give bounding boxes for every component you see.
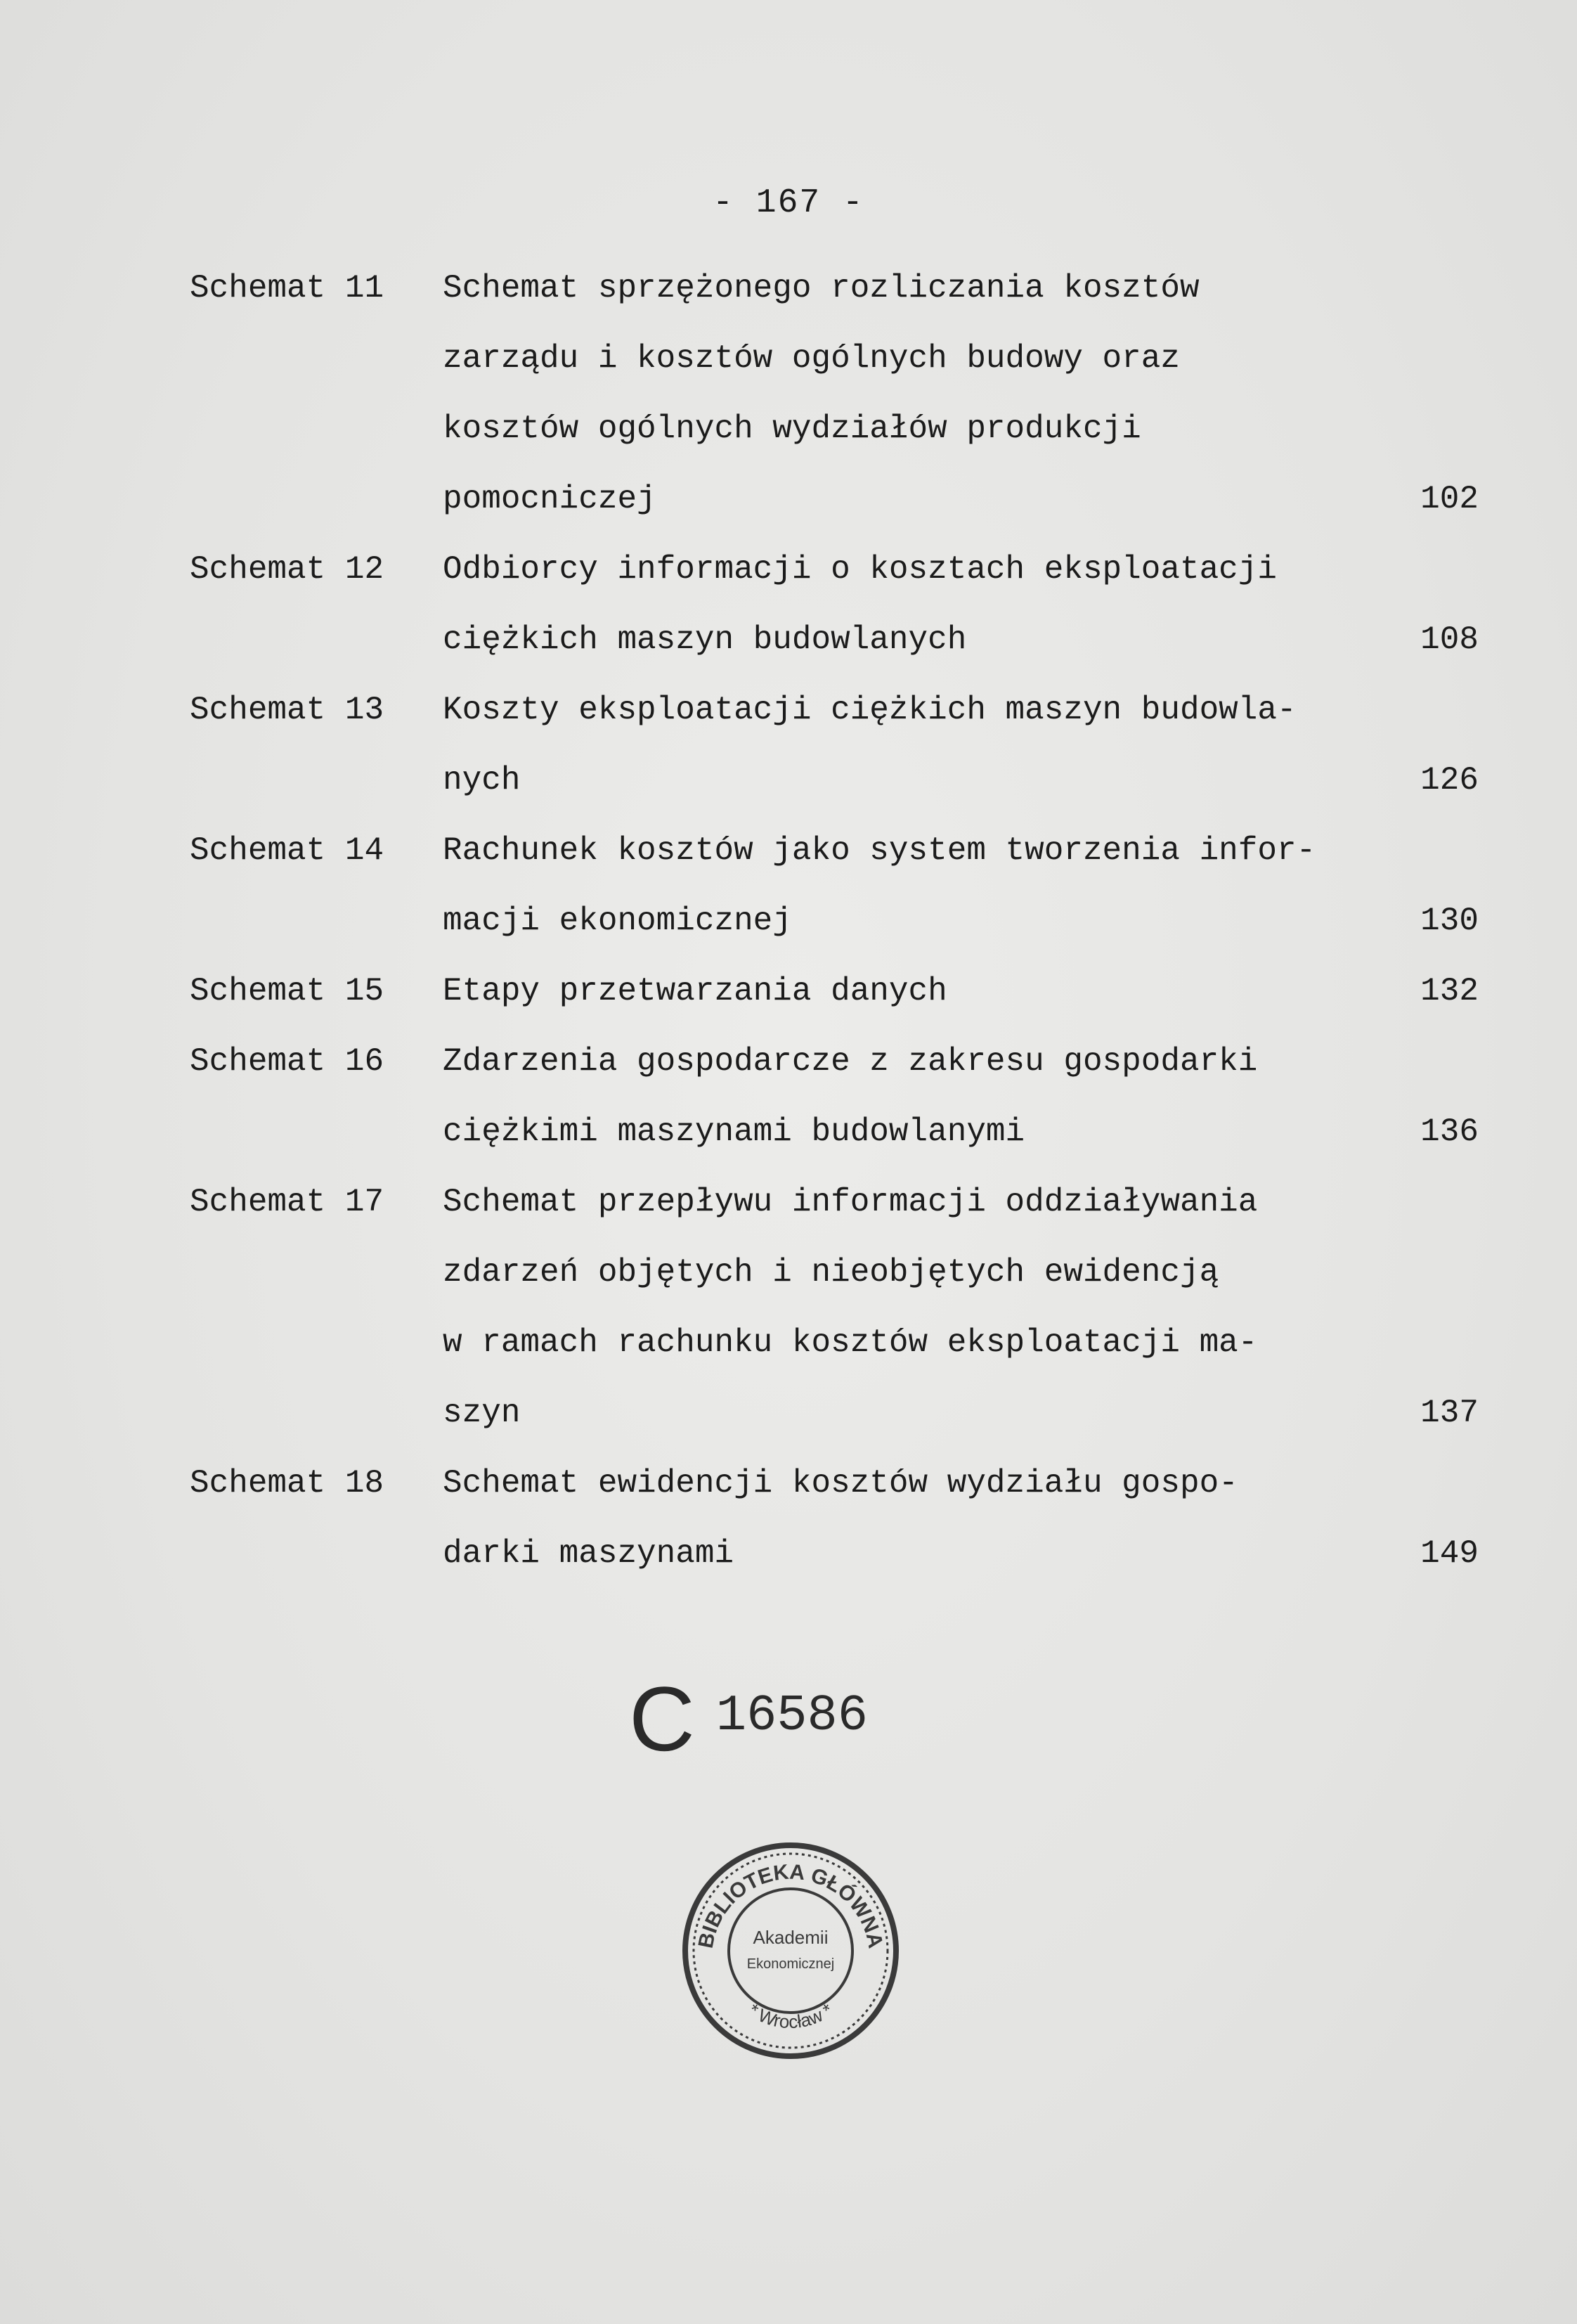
entry-title-line: macji ekonomicznej <box>443 903 792 939</box>
library-stamp <box>678 1838 903 2063</box>
entry-title <box>443 815 1384 956</box>
page-number: - 167 - <box>713 184 864 222</box>
figure-entry <box>0 675 1577 815</box>
entry-page-number: 126 <box>1420 762 1479 799</box>
entry-title <box>443 253 1384 534</box>
entry-title <box>443 675 1384 815</box>
entry-title-line: Schemat ewidencji kosztów wydziału gospo- <box>443 1465 1238 1502</box>
entry-title-line: zarządu i kosztów ogólnych budowy oraz <box>443 340 1180 377</box>
figure-entry <box>0 1026 1577 1167</box>
entry-title <box>443 1448 1384 1589</box>
figure-entry <box>0 1448 1577 1589</box>
entry-title-line: ciężkimi maszynami budowlanymi <box>443 1113 1025 1150</box>
entry-title-line: Zdarzenia gospodarcze z zakresu gospodarki <box>443 1043 1258 1080</box>
entry-label: Schemat 17 <box>190 1184 384 1220</box>
entry-label: Schemat 15 <box>190 973 384 1009</box>
entry-page-number: 132 <box>1420 973 1479 1009</box>
entry-title-line: zdarzeń objętych i nieobjętych ewidencją <box>443 1254 1219 1291</box>
entry-title-line: kosztów ogólnych wydziałów produkcji <box>443 411 1141 447</box>
figure-entry <box>0 815 1577 956</box>
figure-list <box>0 253 1577 1589</box>
entry-label: Schemat 14 <box>190 832 384 869</box>
stamp-center-line-2: Ekonomicznej <box>746 1956 835 1972</box>
stamp-ring-text: BIBLIOTEKA GŁÓWNA <box>694 1860 888 1951</box>
entry-title <box>443 534 1384 675</box>
figure-entry <box>0 956 1577 1026</box>
entry-title-line: Odbiorcy informacji o kosztach eksploatacji <box>443 551 1277 588</box>
call-number-letter: C <box>629 1667 695 1770</box>
entry-label: Schemat 11 <box>190 270 384 306</box>
entry-label: Schemat 18 <box>190 1465 384 1502</box>
entry-title-line: ciężkich maszyn budowlanych <box>443 621 967 658</box>
entry-title-line: w ramach rachunku kosztów eksploatacji ma- <box>443 1324 1258 1361</box>
entry-title-line: darki maszynami <box>443 1535 734 1572</box>
entry-title <box>443 1167 1384 1448</box>
entry-page-number: 149 <box>1420 1535 1479 1572</box>
entry-page-number: 102 <box>1420 481 1479 517</box>
entry-label: Schemat 13 <box>190 692 384 728</box>
figure-entry <box>0 534 1577 675</box>
call-number-digits: 16586 <box>715 1687 868 1745</box>
entry-title-line: Rachunek kosztów jako system tworzenia infor- <box>443 832 1316 869</box>
entry-title-line: pomocniczej <box>443 481 656 517</box>
entry-page-number: 137 <box>1420 1395 1479 1431</box>
figure-entry <box>0 253 1577 534</box>
entry-title-line: szyn <box>443 1395 521 1431</box>
entry-title-line: Schemat przepływu informacji oddziaływania <box>443 1184 1258 1220</box>
entry-label: Schemat 16 <box>190 1043 384 1080</box>
entry-page-number: 136 <box>1420 1113 1479 1150</box>
call-number <box>629 1666 868 1771</box>
entry-title <box>443 1026 1384 1167</box>
entry-label: Schemat 12 <box>190 551 384 588</box>
entry-title-line: Schemat sprzężonego rozliczania kosztów <box>443 270 1200 306</box>
stamp-inner-ring <box>729 1889 852 2013</box>
entry-page-number: 108 <box>1420 621 1479 658</box>
entry-title-line: nych <box>443 762 521 799</box>
stamp-bottom-text: * Wrocław * <box>744 1999 837 2033</box>
entry-title-line: Etapy przetwarzania danych <box>443 973 947 1009</box>
entry-title-line: Koszty eksploatacji ciężkich maszyn budowla- <box>443 692 1297 728</box>
stamp-center-line-1: Akademii <box>753 1927 829 1948</box>
entry-page-number: 130 <box>1420 903 1479 939</box>
entry-title <box>443 956 1384 1026</box>
figure-entry <box>0 1167 1577 1448</box>
